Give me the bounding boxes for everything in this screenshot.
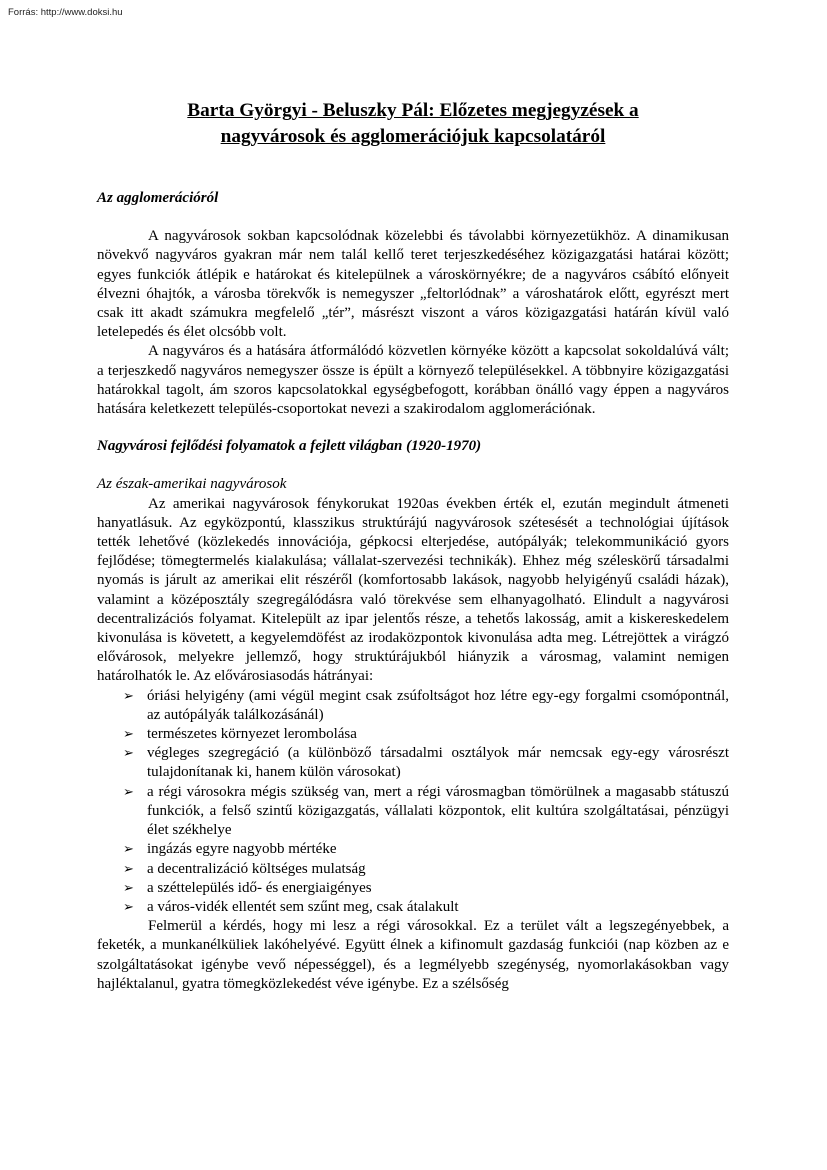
- list-item: ➢ természetes környezet lerombolása: [147, 725, 729, 744]
- list-item: ➢ a régi városokra mégis szükség van, mert a régi városmagban tömörülnek a magasabb státuszú funkciók, a felső szintű közigazgatás, vállalati központok, elit kultúra szolgáltatásai, pénzügyi élet székhelye: [123, 783, 729, 839]
- list-item: ➢ óriási helyigény (ami végül megint csak zsúfoltságot hoz létre egy-egy forgalmi csomópontnál, az autópályák találkozásánál): [123, 687, 729, 723]
- section-heading-development: Nagyvárosi fejlődési folyamatok a fejlett világban (1920-1970): [97, 438, 482, 455]
- list-item: ➢ a város-vidék ellentét sem szűnt meg, csak átalakult: [147, 898, 729, 917]
- arrow-bullet-icon: ➢: [123, 727, 134, 743]
- title-line-2: nagyvárosok és agglomerációjuk kapcsolatáról: [220, 126, 606, 147]
- arrow-bullet-icon: ➢: [123, 746, 134, 762]
- document-page: [97, 98, 729, 994]
- arrow-bullet-icon: ➢: [123, 880, 134, 896]
- source-note: Forrás: http://www.doksi.hu: [8, 7, 123, 18]
- disadvantages-list: [97, 687, 729, 917]
- arrow-bullet-icon: ➢: [123, 784, 134, 800]
- paragraph: Az amerikai nagyvárosok fénykorukat 1920as években érték el, ezután megindult átmeneti hanyatlásuk. Az egyközpontú, klasszikus struktúrájú nagyvárosok szétesését a technológiai újítások tették lehetővé (közlekedés innovációja, gépkocsi elterjedése, autópályák; telekommunikáció gyors fejlődése; tömegtermelés kialakulása; vállalat-szervezési technikák). Ehhez még széleskörű társadalmi nyomás is járult az amerikai elit részéről (komfortosabb lakások, nagyobb helyigényű családi házak), valamint a középosztály szegregálódásra való törekvése sem elhanyagolható. Elindult a nagyvárosi decentralizációs folyamat. Kitelepült az ipar jelentős része, a tehetős lakosság, amit a kiskereskedelem kivonulása is követett, a kegyelemdöfést az irodaközpontok kivonulása adta meg. Létrejöttek a virágzó elővárosok, melyekre jellemző, hogy struktúrájukból hiányzik a városmag, valamint nemigen határolhatók le. Az elővárosiasodás hátrányai:: [97, 495, 729, 685]
- subsection-heading-north-america: Az észak-amerikai nagyvárosok: [97, 476, 287, 493]
- list-item: ➢ ingázás egyre nagyobb mértéke: [147, 840, 729, 859]
- title-line-1: Barta Györgyi - Beluszky Pál: Előzetes megjegyzések a: [187, 100, 639, 121]
- list-item: ➢ végleges szegregáció (a különböző társadalmi osztályok már nemcsak egy-egy városrészt tulajdonítanak ki, hanem külön városokat): [123, 745, 729, 781]
- paragraph: A nagyvárosok sokban kapcsolódnak közelebbi és távolabbi környezetükhöz. A dinamikusan növekvő nagyváros gyakran már nem talál kellő teret terjeszkedéséhez közigazgatási határai között; egyes funkciók átlépik e határokat és kitelepülnek a városkörnyékre; de a nagyváros csábító előnyeit élvezni óhajtók, a városba törekvők is nemegyszer „feltorlódnak” a városhatárok előtt, egyrészt mert csak itt akadt számukra megfelelő „tér”, másrészt viszont a város közigazgatási határán kívül való letelepedés és élet olcsóbb volt.: [97, 228, 729, 341]
- arrow-bullet-icon: ➢: [123, 842, 134, 858]
- list-item: ➢ a decentralizáció költséges mulatság: [147, 860, 729, 879]
- paragraph: A nagyváros és a hatására átformálódó közvetlen környéke között a kapcsolat sokoldalúvá vált; a terjeszkedő nagyváros nemegyszer össze is épült a környező településekkel. A többnyire közigazgatási határokkal tagolt, ám szoros kapcsolatokkal egységbefogott, korábban önálló vagy éppen a nagyváros hatására keletkezett település-csoportokat nevezi a szakirodalom agglomerációnak.: [97, 343, 729, 418]
- section-heading-agglomeration: Az agglomerációról: [97, 190, 219, 206]
- document-title: [97, 98, 729, 150]
- list-item: ➢ a széttelepülés idő- és energiaigényes: [147, 879, 729, 898]
- arrow-bullet-icon: ➢: [123, 688, 134, 704]
- paragraph: Felmerül a kérdés, hogy mi lesz a régi városokkal. Ez a terület vált a legszegényebbek, a feketék, a munkanélküliek lakóhelyévé. Együtt élnek a kifinomult gazdaság funkciói (nap közben az e szolgáltatásokat igénybe vevő népességgel), és a legmélyebb szegénység, nyomorlakásokban vagy hajléktalanul, gyatra tömegközlekedést véve igénybe. Ez a szélsőség: [97, 918, 729, 992]
- arrow-bullet-icon: ➢: [123, 861, 134, 877]
- arrow-bullet-icon: ➢: [123, 899, 134, 915]
